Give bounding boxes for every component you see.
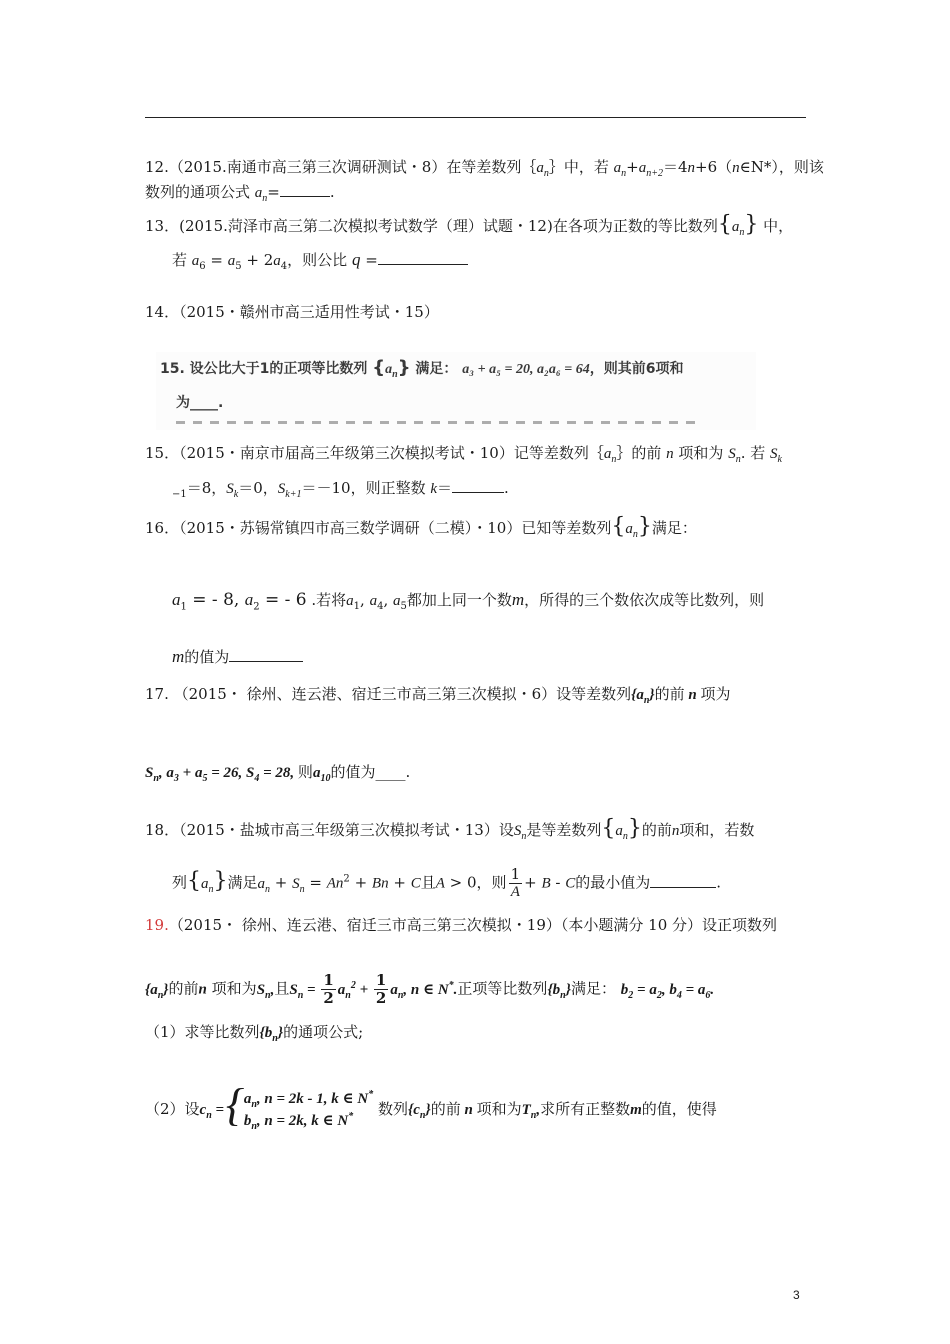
question-18-line-2: 列$\{a_n\}$满足$a_n + S_n = An^2 + Bn + C$且A > 0，则 $\frac{1}{A}$ + B - C的最小值为 . (172, 865, 722, 900)
question-13-line-1: 13．(2015.菏泽市高三第二次模拟考试数学（理）试题・12)在各项为正数的等比数列$\{a_n\}$ 中， (145, 212, 794, 238)
answer-blank (378, 249, 468, 265)
question-19-line-2: $\{a_n\}$的前n 项和为$S_n$,且$S_n$ = $\frac{1}{2}$ $a_n^2$ + $\frac{1}{2}$ $a_n$, n ∈ N*.正项等比数列$\{b_n\}$满足： $b_2 = a_2$, $b_4 = a_6$. (145, 971, 715, 1007)
embedded-problem-image: 15. 设公比大于1的正项等比数列 $\{a_n\}$ 满足： a₃ + a₅ = 20, a₂a₆ = 64，则其前6项和 为____. (156, 352, 756, 430)
question-15-line-2: $_{-1}$＝8，$S_k=0$，$S_{k+1}=-10$，则正整数 k＝ . (172, 479, 509, 500)
page-number: 3 (793, 1288, 800, 1302)
question-16-line-3: m的值为 (172, 646, 303, 667)
question-16-line-1: 16．（2015・苏锡常镇四市高三数学调研（二模）・10）已知等差数列$\{a_n\}$满足： (145, 514, 697, 540)
answer-blank (280, 181, 330, 197)
question-16-line-2: $a_1$ = - 8, $a_2$ = - 6 .若将$a_1$, $a_4$, $a_5$都加上同一个数m，所得的三个数依次成等比数列，则 (172, 590, 765, 613)
question-12-line-1: 12.（2015.南通市高三第三次调研测试・8）在等差数列$\{a_n\}$中，若 $a_n+a_{n+2}=4n+6(n\in N*)$，则该 (145, 158, 824, 179)
question-15-line-1: 15．（2015・南京市届高三年级第三次模拟考试・10）记等差数列$\{a_n\}$的前 n 项和为 $S_n$. 若 $S_k$ (145, 444, 782, 465)
question-14: 14．（2015・赣州市高三适用性考试・15） (145, 303, 439, 321)
answer-blank (650, 872, 716, 888)
question-17-line-2: $S_n$, $a_3 + a_5 = 26$, $S_4 = 28$, 则$a_{10}$的值为____. (145, 763, 411, 784)
question-12-line-2: 数列的通项公式 $a_n=$ . (145, 183, 335, 204)
question-19-part-2: （2）设$c_n$ = { $a_n$, n = 2k - 1, k ∈ N* $b_n$, n = 2k, k ∈ N* 数列$\{c_n\}$的前 n 项和为$T_n$,求所有正整数m的值，使得 (145, 1079, 717, 1132)
question-18-line-1: 18．（2015・盐城市高三年级第三次模拟考试・13）设$S_n$是等差数列$\{a_n\}$的前n项和，若数 (145, 816, 755, 842)
question-19-line-1: 19.（2015・ 徐州、连云港、宿迁三市高三第三次模拟・19）（本小题满分 10 分）设正项数列 (145, 916, 778, 934)
question-19-number: 19. (145, 916, 169, 934)
header-rule (145, 117, 806, 118)
answer-blank (229, 646, 303, 662)
question-13-line-2: 若 $a_6 = a_5 + 2a_4$，则公比 q = (172, 249, 468, 271)
question-19-part-1: （1）求等比数列$\{b_n\}$的通项公式; (145, 1023, 364, 1044)
question-17-line-1: 17. （2015・ 徐州、连云港、宿迁三市高三第三次模拟・6）设等差数列$\{a_n\}$的前 n 项为 (145, 685, 731, 706)
answer-blank (452, 477, 504, 493)
